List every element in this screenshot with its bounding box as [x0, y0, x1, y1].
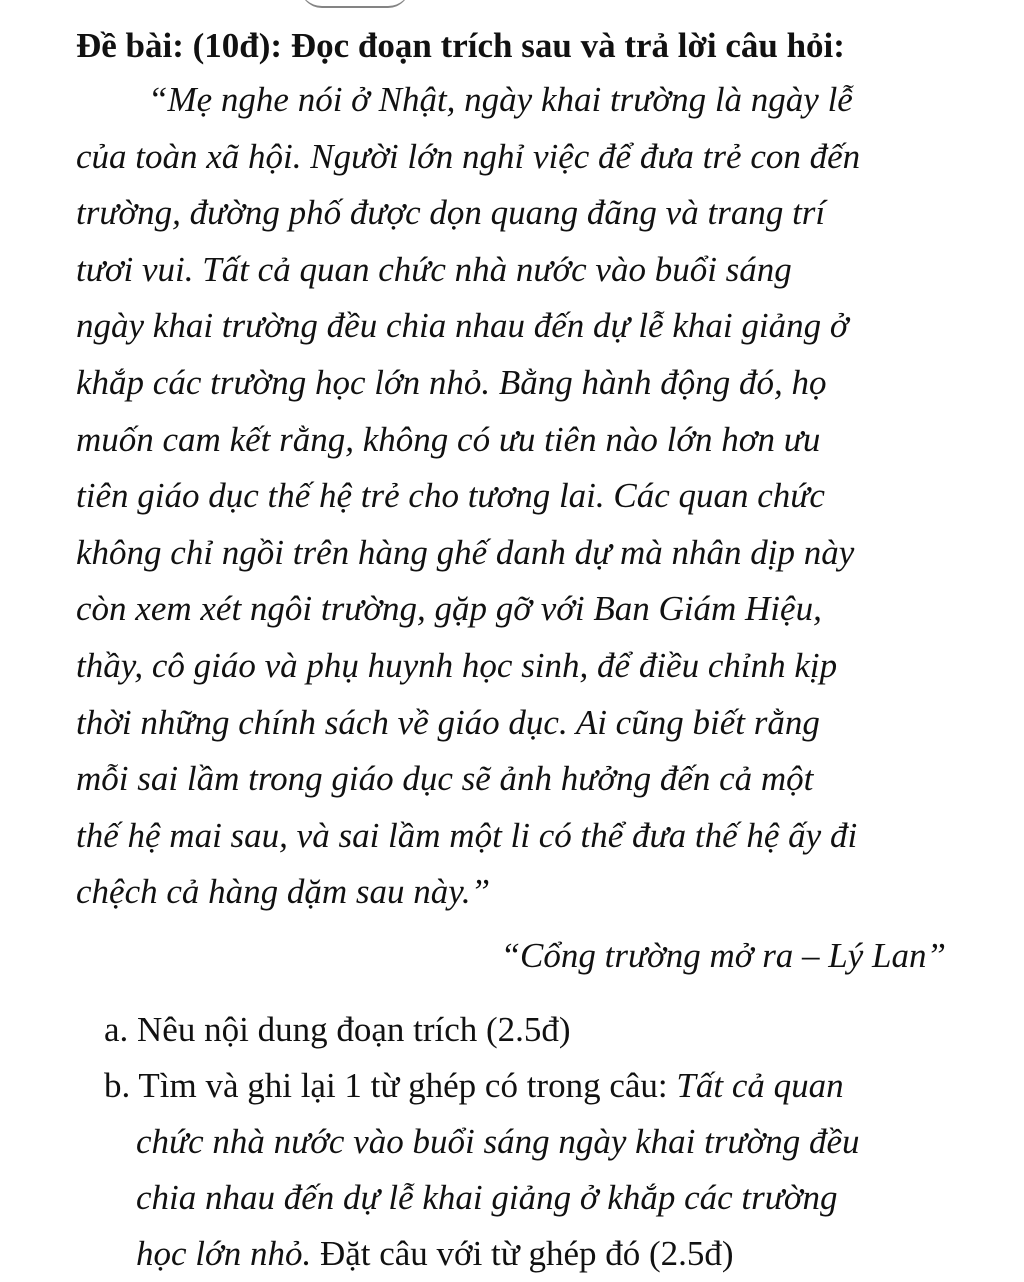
question-b-quote: chức nhà nước vào buổi sáng ngày khai trường đều — [136, 1122, 860, 1161]
passage-line: mỗi sai lầm trong giáo dục sẽ ảnh hưởng đến cả một — [76, 759, 814, 799]
question-b-quote: Tất cả quan — [676, 1066, 844, 1105]
passage-line: của toàn xã hội. Người lớn nghỉ việc để đưa trẻ con đến — [76, 136, 861, 176]
passage-line: “Mẹ nghe nói ở Nhật, ngày khai trường là ngày lễ — [148, 80, 853, 119]
passage-line: khắp các trường học lớn nhỏ. Bằng hành động đó, họ — [76, 362, 827, 402]
question-a: a. Nêu nội dung đoạn trích (2.5đ) — [104, 1010, 571, 1049]
passage-line: chệch cả hàng dặm sau này.” — [76, 872, 491, 912]
passage-line: ngày khai trường đều chia nhau đến dự lễ khai giảng ở — [76, 306, 849, 346]
question-b-quote: học lớn nhỏ. — [136, 1234, 312, 1273]
passage-source: “Cổng trường mở ra – Lý Lan” — [500, 936, 946, 975]
question-b-quote-line — [136, 1114, 860, 1170]
question-b-last-line — [136, 1226, 734, 1282]
passage-line: thầy, cô giáo và phụ huynh học sinh, để điều chỉnh kịp — [76, 645, 838, 685]
passage-line: muốn cam kết rằng, không có ưu tiên nào lớn hơn ưu — [76, 419, 821, 459]
passage-line: tiên giáo dục thế hệ trẻ cho tương lai. Các quan chức — [76, 476, 825, 516]
passage-line: không chỉ ngồi trên hàng ghế danh dự mà nhân dịp này — [76, 532, 855, 572]
question-b-lead: b. Tìm và ghi lại 1 từ ghép có trong câu: — [104, 1066, 677, 1105]
passage-line: thời những chính sách về giáo dục. Ai cũng biết rằng — [76, 702, 820, 742]
passage-line: tươi vui. Tất cả quan chức nhà nước vào buổi sáng — [76, 249, 792, 289]
question-b — [104, 1058, 844, 1114]
question-b-tail: Đặt câu với từ ghép đó (2.5đ) — [311, 1234, 734, 1273]
passage-line: còn xem xét ngôi trường, gặp gỡ với Ban Giám Hiệu, — [76, 589, 822, 629]
passage-line: trường, đường phố được dọn quang đãng và trang trí — [76, 193, 826, 233]
passage — [76, 72, 956, 921]
question-b-quote: chia nhau đến dự lễ khai giảng ở khắp các trường — [136, 1178, 838, 1217]
cropped-mark — [300, 0, 410, 8]
question-b-quote-line — [136, 1170, 838, 1226]
passage-line: thế hệ mai sau, và sai lầm một li có thể đưa thế hệ ấy đi — [76, 815, 858, 855]
exam-title: Đề bài: (10đ): Đọc đoạn trích sau và trả lời câu hỏi: — [76, 26, 845, 65]
